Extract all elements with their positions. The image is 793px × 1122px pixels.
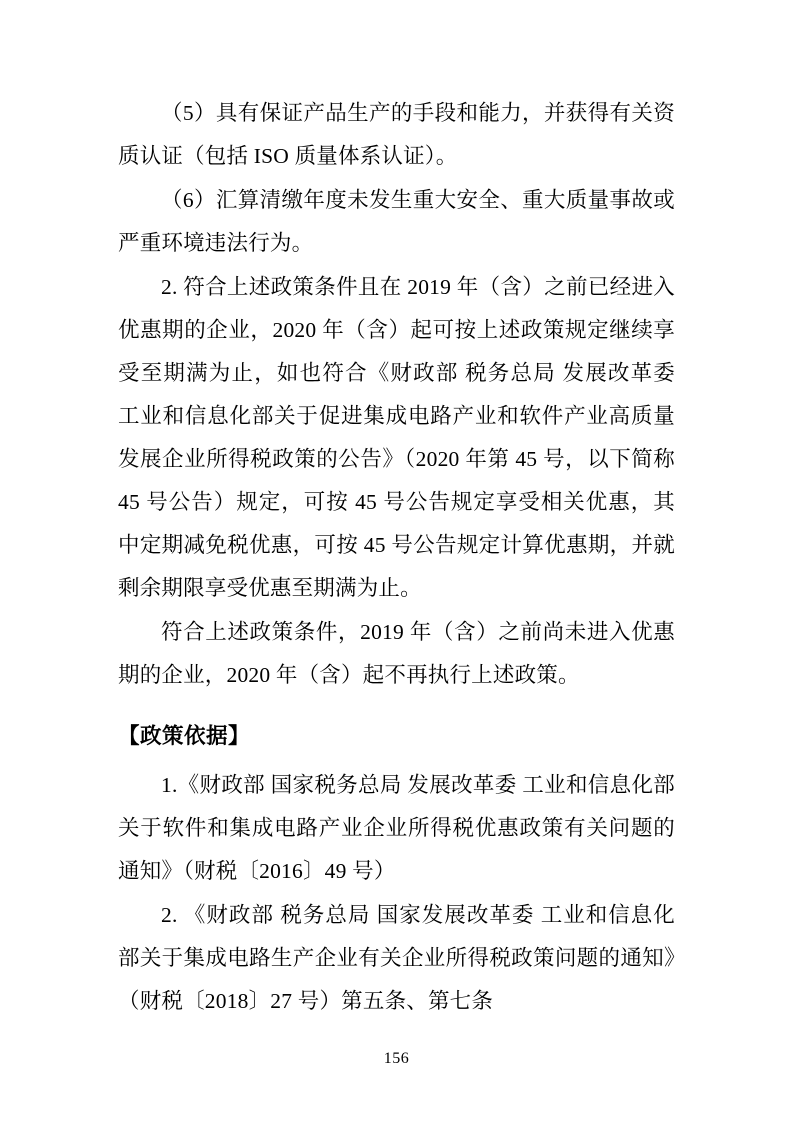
reference-item-1: 1.《财政部 国家税务总局 发展改革委 工业和信息化部关于软件和集成电路产业企业所得税优惠政策有关问题的通知》（财税〔2016〕49 号） (118, 773, 675, 883)
paragraph-item-6: （6）汇算清缴年度未发生重大安全、重大质量事故或严重环境违法行为。 (118, 188, 675, 255)
paragraph-item-2-continued: 符合上述政策条件，2019 年（含）之前尚未进入优惠期的企业，2020 年（含）起不再执行上述政策。 (118, 620, 675, 687)
paragraph-item-2: 2. 符合上述政策条件且在 2019 年（含）之前已经进入优惠期的企业，2020 年（含）起可按上述政策规定继续享受至期满为止，如也符合《财政部 税务总局 发展改革委 工业和信息化部关于促进集成电路产业和软件产业高质量发展企业所得税政策的公告》（2020 年第 45 号，以下简称 45 号公告）规定，可按 45 号公告规定享受相关优惠，其中定期减免税优惠，可按 45 号公告规定计算优惠期，并就剩余期限享受优惠至期满为止。 (118, 275, 675, 600)
paragraph-item-5: （5）具有保证产品生产的手段和能力，并获得有关资质认证（包括 ISO 质量体系认证）。 (118, 101, 675, 168)
reference-item-2: 2. 《财政部 税务总局 国家发展改革委 工业和信息化部关于集成电路生产企业有关企业所得税政策问题的通知》（财税〔2018〕27 号）第五条、第七条 (118, 903, 675, 1013)
page-number: 156 (383, 1050, 410, 1067)
document-body (118, 92, 675, 1023)
section-heading-policy-basis: 【政策依据】 (118, 724, 251, 748)
